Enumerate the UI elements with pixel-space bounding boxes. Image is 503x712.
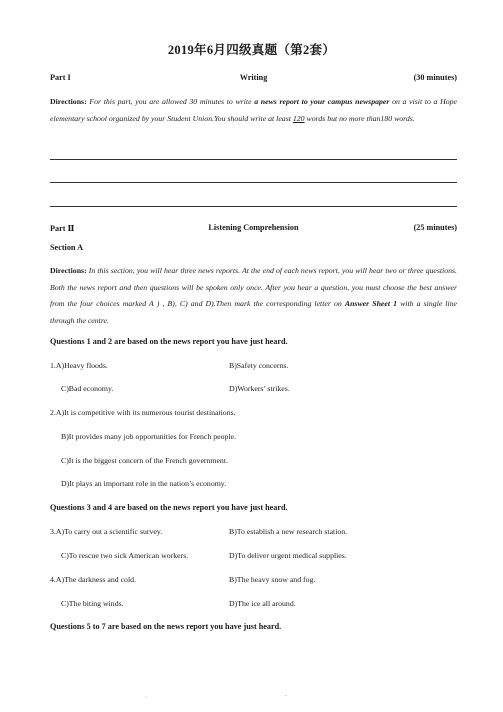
question-group-heading: Questions 1 and 2 are based on the news report you have just heard. bbox=[50, 337, 288, 346]
writing-task-topic: a news report to your campus newspaper bbox=[254, 97, 390, 106]
q4-option-c: C)The biting winds. bbox=[61, 599, 124, 608]
q1-option-b: B)Safety concerns. bbox=[229, 361, 289, 370]
q4-option-a: 4.A)The darkness and cold. bbox=[50, 575, 136, 584]
q3-option-a: 3.A)To carry out a scientific survey. bbox=[50, 527, 163, 536]
footer-mark: . bbox=[146, 693, 148, 699]
answer-line bbox=[50, 206, 457, 207]
answer-line bbox=[50, 182, 457, 183]
writing-directions-text: For this part, you are allowed 30 minutes to write bbox=[86, 97, 255, 106]
part1-label: Part I bbox=[50, 73, 71, 82]
word-count-min: 120 bbox=[292, 113, 305, 123]
footer-mark: - bbox=[285, 693, 287, 699]
answer-line bbox=[50, 159, 457, 160]
listening-directions bbox=[50, 263, 457, 329]
part1-name: Writing bbox=[239, 73, 268, 82]
q4-option-d: D)The ice all around. bbox=[229, 599, 296, 608]
q2-option-a: 2.A)It is competitive with its numerous tourist destinations. bbox=[50, 408, 236, 417]
question-group-heading: Questions 5 to 7 are based on the news report you have just heard. bbox=[50, 622, 282, 631]
listening-directions-label: Directions: bbox=[50, 266, 87, 275]
part2-time: (25 minutes) bbox=[413, 223, 457, 232]
q2-option-b: B)It provides many job opportunities for French people. bbox=[61, 432, 236, 441]
q1-option-a: 1.A)Heavy floods. bbox=[50, 361, 108, 370]
part2-name: Listening Comprehension bbox=[208, 223, 299, 232]
writing-directions-text-3: words but no more than180 words. bbox=[304, 113, 415, 123]
q1-option-d: D)Workers’ strikes. bbox=[229, 384, 290, 393]
section-a-heading: Section A bbox=[50, 243, 83, 252]
q3-option-c: C)To rescue two sick American workers. bbox=[61, 551, 189, 560]
writing-directions bbox=[50, 94, 457, 127]
q3-option-d: D)To deliver urgent medical supplies. bbox=[229, 551, 347, 560]
q3-option-b: B)To establish a new research station. bbox=[229, 527, 348, 536]
listening-directions-text-2: with a single line through the centre. bbox=[50, 299, 457, 325]
q2-option-c: C)It is the biggest concern of the French government. bbox=[61, 456, 228, 465]
part1-time: (30 minutes) bbox=[413, 73, 457, 82]
q4-option-b: B)The heavy snow and fog. bbox=[229, 575, 316, 584]
answer-sheet-ref: Answer Sheet 1 bbox=[344, 299, 397, 308]
page-title: 2019年6月四级真题（第2套） bbox=[167, 43, 336, 57]
listening-directions-text: In this section, you will hear three news reports. At the end of each news report, you will hear two or three questions. Both the news report and then questions will be spoken only once. After you hear a question, you must choose the best answer from the four choices marked A ) , B), C) and D).Then mark the corresponding letter on bbox=[50, 266, 457, 308]
writing-directions-label: Directions: bbox=[50, 97, 87, 106]
q1-option-c: C)Bad economy. bbox=[61, 384, 114, 393]
writing-directions-text-2: on a visit to a Hope elementary school organized by your Student Union.You should write at least bbox=[50, 97, 457, 123]
part2-label: Part Ⅱ bbox=[50, 224, 75, 233]
question-group-heading: Questions 3 and 4 are based on the news report you have just heard. bbox=[50, 503, 288, 512]
q2-option-d: D)It plays an important role in the nation’s economy. bbox=[61, 479, 227, 488]
